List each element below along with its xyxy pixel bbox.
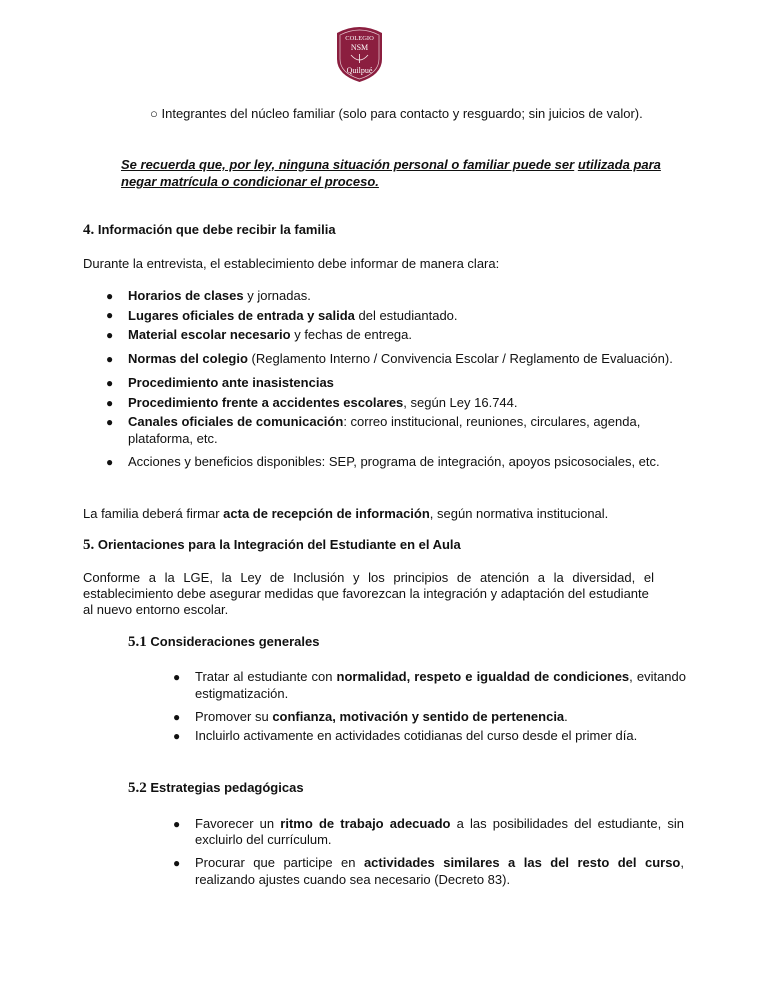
subsection-5-2-heading: 5.2 Estrategias pedagógicas [128, 780, 304, 796]
list-item-continuation: excluirlo del currículum. [195, 832, 332, 847]
list-item: Procedimiento ante inasistencias [128, 375, 334, 390]
bullet-marker: ● [173, 817, 181, 831]
bullet-marker: ● [173, 710, 181, 724]
list-item: Normas del colegio (Reglamento Interno / Convivencia Escolar / Reglamento de Evaluación). [128, 351, 673, 366]
section-4-closing: La familia deberá firmar acta de recepción de información, según normativa institucional. [83, 506, 609, 521]
bullet-marker: ● [173, 670, 181, 684]
list-item: Promover su confianza, motivación y sentido de pertenencia. [195, 709, 568, 724]
circle-item-text: Integrantes del núcleo familiar (solo para contacto y resguardo; sin juicios de valor). [161, 106, 643, 121]
school-crest-logo [333, 25, 386, 83]
bullet-marker: ● [106, 376, 114, 390]
list-item-continuation: estigmatización. [195, 686, 289, 701]
svg-text:Quilpué: Quilpué [346, 66, 373, 75]
section-4-title: Información que debe recibir la familia [97, 222, 336, 237]
bullet-marker: ● [106, 328, 114, 342]
section-5-intro: Conforme a la LGE, la Ley de Inclusión y los principios de atención a la diversidad, el establecimiento debe asegurar medidas que favorezcan la integración y adaptación del estudiante al nuevo entorno escolar. [83, 570, 654, 617]
bullet-marker: ● [106, 352, 114, 366]
section-5-number: 5. [83, 537, 95, 553]
list-item: Procedimiento frente a accidentes escolares, según Ley 16.744. [128, 395, 518, 410]
bullet-marker: ● [106, 289, 114, 303]
circle-marker: ○ [150, 106, 158, 121]
legal-notice-line1 [121, 157, 661, 172]
section-4-intro: Durante la entrevista, el establecimiento debe informar de manera clara: [83, 256, 500, 271]
list-item: Material escolar necesario y fechas de entrega. [128, 327, 413, 342]
bullet-marker: ● [106, 308, 114, 322]
list-item-continuation: plataforma, etc. [128, 431, 218, 446]
bullet-marker: ● [106, 396, 114, 410]
circle-list-item [150, 106, 643, 121]
bullet-marker: ● [173, 856, 181, 870]
list-item-continuation: realizando ajustes cuando sea necesario (Decreto 83). [195, 872, 511, 887]
section-5-title: Orientaciones para la Integración del Estudiante en el Aula [97, 537, 461, 552]
notice-text-b: utilizada para [577, 157, 661, 172]
svg-text:NSM: NSM [350, 43, 369, 52]
list-item: Acciones y beneficios disponibles: SEP, programa de integración, apoyos psicosociales, etc. [128, 454, 660, 469]
list-item: Procurar que participe en actividades similares a las del resto del curso, [195, 855, 684, 870]
subsection-5-1-heading: 5.1 Consideraciones generales [128, 634, 320, 650]
bullet-marker: ● [106, 415, 114, 429]
list-item: Horarios de clases y jornadas. [128, 288, 311, 303]
list-item: Lugares oficiales de entrada y salida del estudiantado. [128, 308, 458, 323]
section-4-heading [83, 222, 336, 239]
list-item: Tratar al estudiante con normalidad, respeto e igualdad de condiciones, evitando [195, 669, 686, 684]
notice-text-a: Se recuerda que, por ley, ninguna situación personal o familiar puede ser [121, 157, 575, 172]
section-4-number: 4. [83, 222, 95, 238]
bullet-marker: ● [106, 455, 114, 469]
list-item: Canales oficiales de comunicación: correo institucional, reuniones, circulares, agenda, [128, 414, 641, 429]
list-item: Incluirlo activamente en actividades cotidianas del curso desde el primer día. [195, 728, 638, 743]
legal-notice-line2: negar matrícula o condicionar el proceso. [121, 174, 379, 189]
list-item: Favorecer un ritmo de trabajo adecuado a las posibilidades del estudiante, sin [195, 816, 684, 831]
section-5-heading [83, 537, 461, 554]
bullet-marker: ● [173, 729, 181, 743]
svg-text:COLEGIO: COLEGIO [345, 35, 374, 42]
